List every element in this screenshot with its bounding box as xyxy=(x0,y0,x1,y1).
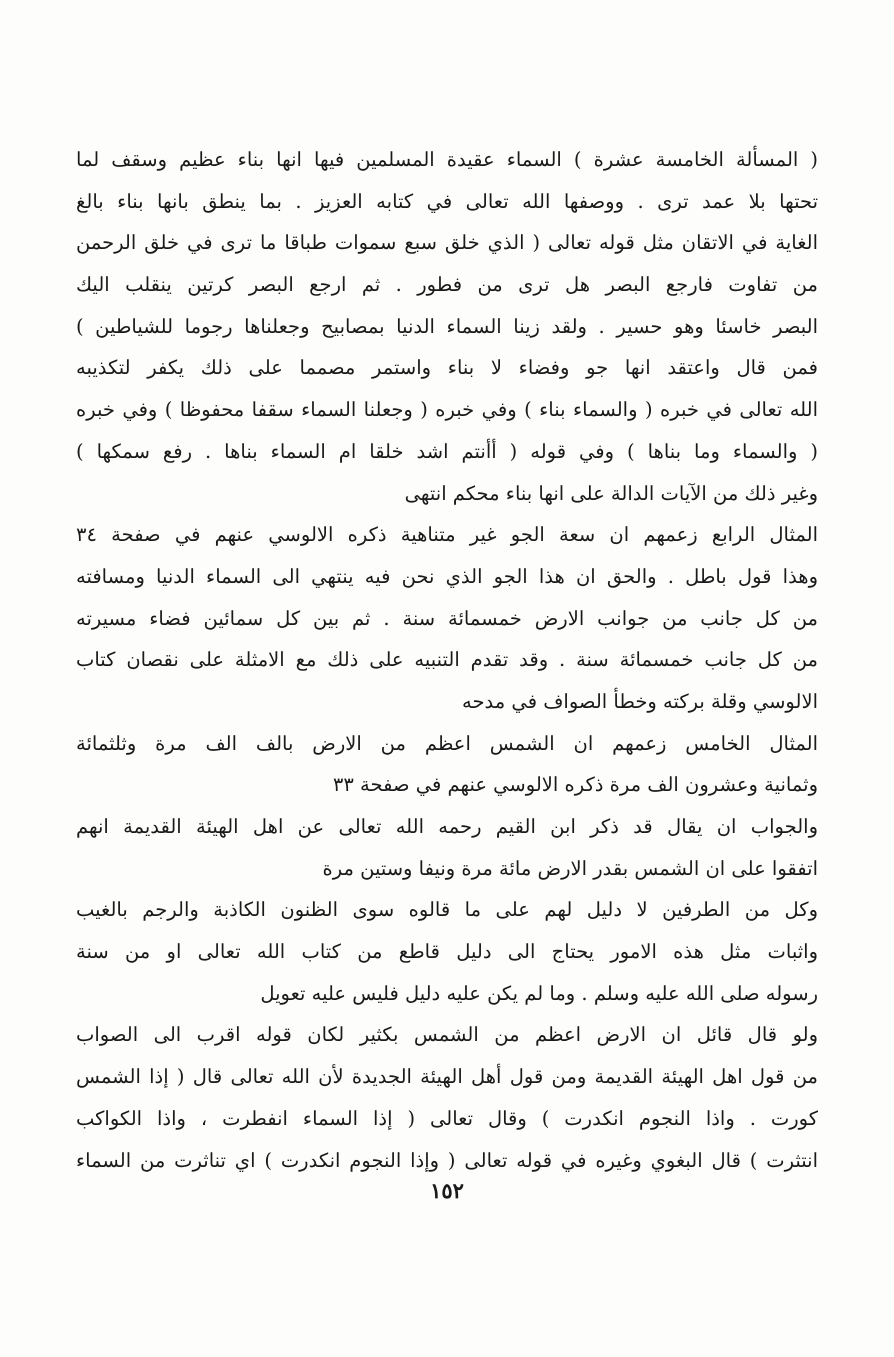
text-line: ( والسماء وما بناها ) وفي قوله ( أأنتم اشد خلقا ام السماء بناها . رفع سمكها ) xyxy=(76,439,818,463)
text-line: واثبات مثل هذه الامور يحتاج الى دليل قاطع من كتاب الله تعالى او من سنة xyxy=(76,940,818,964)
text-line: رسوله صلى الله عليه وسلم . وما لم يكن عليه دليل فليس عليه تعويل xyxy=(260,981,818,1005)
body-text xyxy=(76,139,818,1181)
text-line: وكل من الطرفين لا دليل لهم على ما قالوه سوى الظنون الكاذبة والرجم بالغيب xyxy=(76,898,818,922)
text-line: ولو قال قائل ان الارض اعظم من الشمس بكثير لكان قوله اقرب الى الصواب xyxy=(76,1023,818,1047)
page-number: ١٥٢ xyxy=(430,1178,464,1203)
text-line: وثمانية وعشرون الف مرة ذكره الالوسي عنهم في صفحة ٣٣ xyxy=(332,773,818,797)
text-line: من تفاوت فارجع البصر هل ترى من فطور . ثم ارجع البصر كرتين ينقلب اليك xyxy=(76,273,818,297)
text-line: من كل جانب خمسمائة سنة . وقد تقدم التنبيه على ذلك مع الامثلة على نقصان كتاب xyxy=(76,648,818,672)
text-line: كورت . واذا النجوم انكدرت ) وقال تعالى ( إذا السماء انفطرت ، واذا الكواكب xyxy=(76,1106,818,1130)
text-line: تحتها بلا عمد ترى . ووصفها الله تعالى في كتابه العزيز . بما ينطق بانها بناء بالغ xyxy=(76,189,818,213)
text-line: البصر خاسئا وهو حسير . ولقد زينا السماء الدنيا بمصابيح وجعلناها رجوما للشياطين ) xyxy=(76,314,818,338)
text-line: من قول اهل الهيئة القديمة ومن قول أهل الهيئة الجديدة لأن الله تعالى قال ( إذا الشمس xyxy=(76,1065,818,1089)
text-line: ( المسألة الخامسة عشرة ) السماء عقيدة المسلمين فيها انها بناء عظيم وسقف لما xyxy=(76,148,818,171)
text-line: انتثرت ) قال البغوي وغيره في قوله تعالى ( وإذا النجوم انكدرت ) اي تناثرت من السماء xyxy=(76,1148,818,1172)
text-line: فمن قال واعتقد انها جو وفضاء لا بناء واستمر مصمما على ذلك يكفر لتكذيبه xyxy=(76,356,818,380)
text-line: المثال الخامس زعمهم ان الشمس اعظم من الارض بالف الف مرة وثلثمائة xyxy=(76,731,818,755)
text-line: الالوسي وقلة بركته وخطأ الصواف في مدحه xyxy=(462,689,818,713)
text-line: الله تعالى في خبره ( والسماء بناء ) وفي خبره ( وجعلنا السماء سقفا محفوظا ) وفي خبره xyxy=(76,398,818,422)
text-line: والجواب ان يقال قد ذكر ابن القيم رحمه الله تعالى عن اهل الهيئة القديمة انهم xyxy=(76,815,818,838)
text-line: وغير ذلك من الآيات الدالة على انها بناء محكم انتهى xyxy=(404,481,818,505)
text-line: وهذا قول باطل . والحق ان هذا الجو الذي نحن فيه ينتهي الى السماء الدنيا ومسافته xyxy=(76,564,818,588)
text-line: المثال الرابع زعمهم ان سعة الجو غير متناهية ذكره الالوسي عنهم في صفحة ٣٤ xyxy=(76,523,818,547)
text-line: اتفقوا على ان الشمس بقدر الارض مائة مرة ونيفا وستين مرة xyxy=(322,856,818,880)
text-line: من كل جانب من جوانب الارض خمسمائة سنة . ثم بين كل سمائين فضاء مسيرته xyxy=(76,606,818,630)
text-line: الغاية في الاتقان مثل قوله تعالى ( الذي خلق سبع سموات طباقا ما ترى في خلق الرحمن xyxy=(76,231,818,255)
